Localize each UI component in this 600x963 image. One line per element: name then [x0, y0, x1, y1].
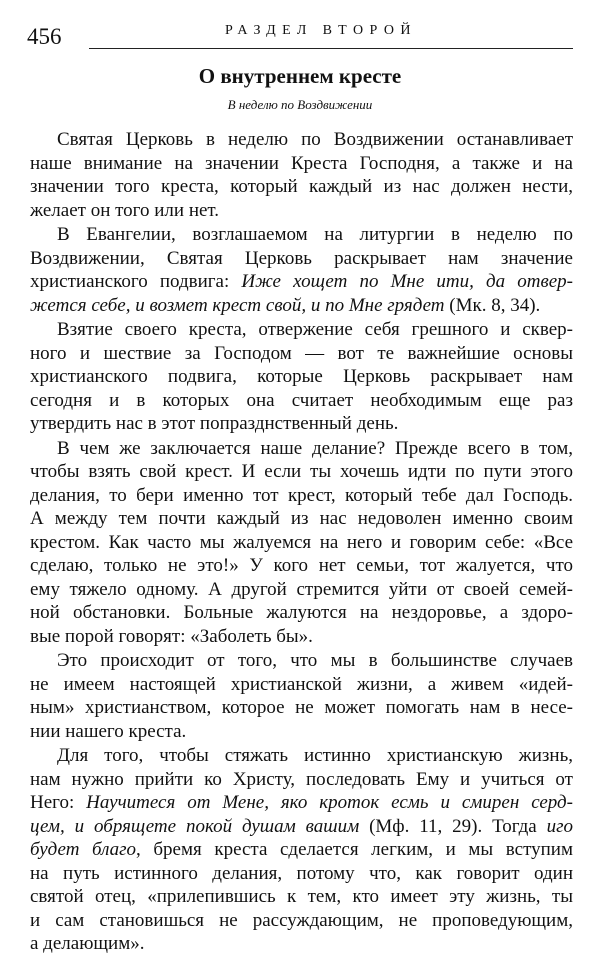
- text-run: утвердить нас в этот попразднственный день.: [30, 413, 399, 434]
- text-line: [30, 625, 573, 649]
- paragraph: [30, 649, 573, 743]
- paragraph: [30, 318, 573, 436]
- text-line: [30, 507, 573, 531]
- text-run: сегодня и в которых она считает необходимым еще раз: [30, 389, 573, 411]
- text-line: [30, 862, 573, 886]
- text-line: [30, 412, 573, 436]
- text-line: [30, 815, 573, 839]
- text-run: вые порой говорят: «Заболеть бы».: [30, 625, 313, 647]
- text-line: [30, 649, 573, 673]
- text-run: христианского подвига, которые Церковь раскрывает нам: [30, 366, 573, 387]
- text-run: В чем же заключается наше делание? Прежде всего в том,: [57, 437, 573, 459]
- text-run: не имеем настоящей христианской жизни, а живем «идей-: [30, 673, 573, 695]
- text-line: [30, 696, 573, 720]
- text-line: [30, 365, 573, 389]
- italic-quote: Иже хощет по Мне ити, да отвер-: [241, 271, 573, 292]
- article-subtitle: В неделю по Воздвижении: [227, 97, 373, 112]
- text-line: [30, 909, 573, 933]
- paragraph: [30, 223, 573, 317]
- text-line: [30, 791, 573, 815]
- text-run: (Мф. 11, 29). Тогда: [359, 815, 547, 837]
- text-line: [30, 673, 573, 697]
- italic-quote: жется себе, и возмет крест свой, и по Мне грядет: [30, 294, 445, 316]
- text-line: [30, 484, 573, 508]
- text-line: [30, 578, 573, 602]
- italic-quote: иго: [546, 815, 573, 837]
- text-run: желает он того или нет.: [30, 199, 220, 221]
- text-run: христианского подвига:: [30, 271, 242, 292]
- text-line: [30, 437, 573, 461]
- text-line: [30, 294, 573, 318]
- text-line: [30, 128, 573, 152]
- text-line: [30, 247, 573, 271]
- text-run: нии нашего креста.: [30, 720, 187, 742]
- article-title: О внутреннем кресте: [198, 64, 402, 88]
- text-line: [30, 223, 573, 247]
- text-run: (Мк. 8, 34).: [444, 294, 541, 316]
- text-line: [30, 460, 573, 484]
- text-line: [30, 199, 573, 223]
- text-line: [30, 720, 573, 744]
- text-run: ной обстановки. Больные жалуются на нездоровье, а здоро-: [30, 602, 573, 623]
- text-run: на путь истинного делания, потому что, как говорит один: [30, 862, 573, 884]
- italic-quote: цем, и обрящете покой душам вашим: [30, 815, 360, 837]
- text-line: [30, 389, 573, 413]
- text-line: [30, 838, 573, 862]
- italic-quote: Научитеся от Мене, яко кроток есмь и смирен серд-: [86, 792, 573, 813]
- text-run: наше внимание на значении Креста Господня, а также и на: [30, 152, 573, 174]
- page-header: [27, 22, 573, 52]
- text-run: а делающим».: [30, 933, 145, 954]
- header-rule: [89, 48, 573, 49]
- text-run: Взятие своего креста, отвержение себя грешного и сквер-: [57, 319, 573, 340]
- text-run: чтобы взять свой крест. И если ты хочешь идти по пути этого: [30, 461, 573, 482]
- text-run: ным» христианством, которое не может помогать нам в несе-: [30, 697, 573, 718]
- italic-quote: будет благо: [30, 839, 137, 860]
- text-run: , бремя креста сделается легким, и мы вступим: [136, 839, 573, 860]
- text-run: Него:: [30, 792, 87, 813]
- text-line: [30, 342, 573, 366]
- text-line: [30, 318, 573, 342]
- page-number: 456: [27, 24, 62, 49]
- text-run: значении того креста, который каждый из нас должен нести,: [30, 176, 573, 197]
- text-line: [30, 152, 573, 176]
- running-head: РАЗДЕЛ ВТОРОЙ: [217, 22, 425, 40]
- text-line: [30, 175, 573, 199]
- text-run: делания, то бери именно тот крест, который тебе дал Господь.: [30, 484, 573, 506]
- article-body: [30, 128, 573, 956]
- text-run: ему тяжело одному. А другой стремится уйти от своей семей-: [30, 578, 573, 600]
- text-run: Воздвижении, Святая Церковь раскрывает нам значение: [30, 247, 573, 269]
- text-line: [30, 744, 573, 768]
- text-line: [30, 768, 573, 792]
- text-run: нам нужно прийти ко Христу, последовать Ему и учиться от: [30, 768, 573, 790]
- text-run: Для того, чтобы стяжать истинно христианскую жизнь,: [57, 745, 573, 766]
- text-line: [30, 932, 573, 956]
- text-run: ного и шествие за Господом — вот те важнейшие основы: [30, 342, 573, 364]
- text-run: А между тем почти каждый из нас недоволен именно своим: [30, 508, 573, 529]
- text-run: Это происходит от того, что мы в большинстве случаев: [57, 650, 573, 671]
- text-run: крестом. Как часто мы жалуемся на него и говорим себе: «Все: [30, 531, 573, 553]
- text-line: [30, 885, 573, 909]
- text-line: [30, 531, 573, 555]
- text-run: Святая Церковь в неделю по Воздвижении останавливает: [57, 129, 573, 150]
- text-run: сделаю, только не это!» У кого нет семьи, тот жалуется, что: [30, 555, 573, 576]
- paragraph: [30, 128, 573, 222]
- text-run: В Евангелии, возглашаемом на литургии в неделю по: [57, 224, 573, 245]
- text-line: [30, 554, 573, 578]
- text-line: [30, 270, 573, 294]
- text-line: [30, 601, 573, 625]
- paragraph: [30, 744, 573, 956]
- paragraph: [30, 437, 573, 649]
- text-run: и сам становишься не рассуждающим, не проповедующим,: [30, 909, 573, 931]
- text-run: святой отец, «прилепившись к тем, кто имеет эту жизнь, ты: [30, 886, 573, 907]
